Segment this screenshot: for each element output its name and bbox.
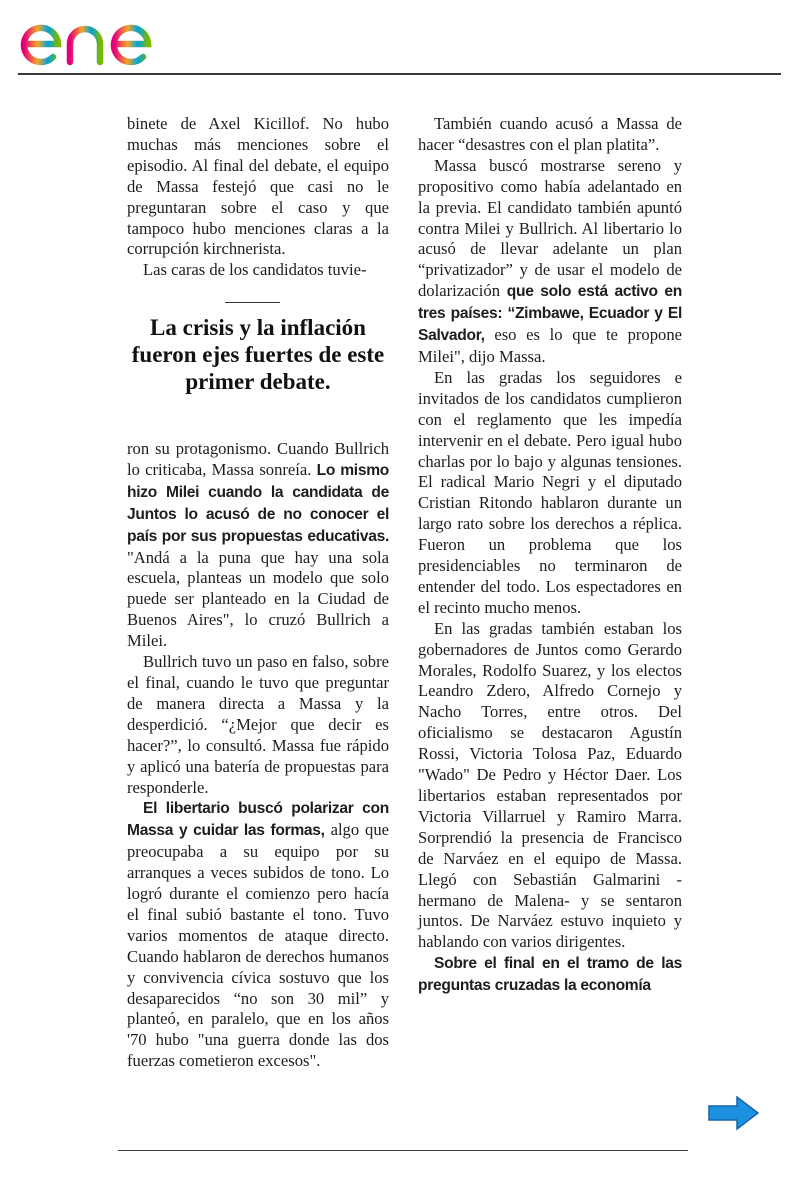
bold-text-run: Sobre el final en el tramo de las preguntas cruzadas la economía <box>418 955 682 995</box>
text-run: "Andá a la puna que hay una sola escuela, planteas un modelo que solo puede ser planteado en la Ciudad de Buenos Aires", lo cruzó Bullrich a Milei. <box>127 547 389 651</box>
paragraph: En las gradas también estaban los gobernadores de Juntos como Gerardo Morales, Rodolfo Suarez, y los electos Leandro Zdero, Alfredo Cornejo y Nacho Torres, entre otros. Del oficialismo se destacaron Agustín Rossi, Victoria Tolosa Paz, Eduardo "Wado" De Pedro y Héctor Daer. Los libertarios estaban representados por Victoria Villarruel y Ramiro Marra. Sorprendió la presencia de Francisco de Narváez en el equipo de Massa. Llegó con Sebastián Galmarini -hermano de Malena- y se sentaron juntos. De Narváez estuvo inquieto y hablando con varios dirigentes. <box>418 618 682 952</box>
text-run: Massa buscó mostrarse sereno y propositivo como había adelantado en la previa. El candidato también apuntó contra Milei y Bullrich. Al libertario lo acusó de llevar adelante un plan “privatizador” y de usar el modelo de dolarización <box>418 155 682 301</box>
text-run: ron su protagonismo. Cuando Bullrich lo criticaba, Massa sonreía. <box>127 439 389 479</box>
paragraph <box>127 798 389 1072</box>
text-run: algo que preocupaba a su equipo por su arranques a veces subidos de tono. Lo logró durante el comienzo pero hacía el final subió bastante el tono. Tuvo varios momentos de ataque directo. Cuando hablaron de derechos humanos y convivencia cívica sostuvo que los desaparecidos “no son 30 mil” y planteó, en paralelo, que en los años '70 hubo "una guerra donde las dos fuerzas cometieron excesos". <box>127 820 390 1071</box>
paragraph: En las gradas los seguidores e invitados de los candidatos cumplieron con el reglamento que les impedía intervenir en el debate. Pero igual hubo charlas por lo bajo y algunas tensiones. El radical Mario Negri y el diputado Cristian Ritondo hablaron durante un largo rato sobre los derechos a réplica. Fueron un problema que los presidenciables no terminaron de entender del todo. Los espectadores en el recinto mucho menos. <box>418 367 682 617</box>
bold-text-run: que solo está activo en tres países: “Zimbawe, Ecuador y El Salvador, <box>418 283 683 345</box>
bold-text-run: Lo mismo hizo Milei cuando la candidata de Juntos lo acusó de no conocer el país por sus propuestas educativas. <box>127 461 390 545</box>
right-column <box>418 114 682 997</box>
paragraph: binete de Axel Kicillof. No hubo muchas más menciones sobre el episodio. Al final del debate, el equipo de Massa festejó que casi no le preguntaran sobre el caso y que tampoco hubo menciones claras a la corrupción kirchnerista. <box>127 114 389 259</box>
paragraph <box>127 439 389 652</box>
left-column-top <box>127 114 389 281</box>
left-column-bottom <box>127 439 389 1072</box>
footer-rule <box>118 1150 688 1151</box>
bold-text-run: El libertario buscó polarizar con Massa y cuidar las formas, <box>127 800 389 840</box>
paragraph: Bullrich tuvo un paso en falso, sobre el final, cuando le tuvo que preguntar de manera directa a Massa y la desperdició. “¿Mejor que decir es hacer?”, lo consultó. Massa fue rápido y aplicó una batería de propuestas para responderle. <box>127 652 389 797</box>
paragraph: También cuando acusó a Massa de hacer “desastres con el plan platita”. <box>418 114 682 154</box>
text-run: eso es lo que te propone Milei", dijo Massa. <box>418 325 682 366</box>
paragraph <box>418 156 682 368</box>
header-rule <box>18 73 781 75</box>
enel-logo <box>18 6 188 68</box>
paragraph <box>418 953 682 997</box>
pull-quote-rule <box>225 302 280 303</box>
pull-quote: La crisis y la inflación fueron ejes fuertes de este primer debate. <box>131 315 385 394</box>
paragraph: Las caras de los candidatos tuvie- <box>143 260 367 280</box>
next-page-arrow-icon[interactable] <box>707 1094 761 1132</box>
